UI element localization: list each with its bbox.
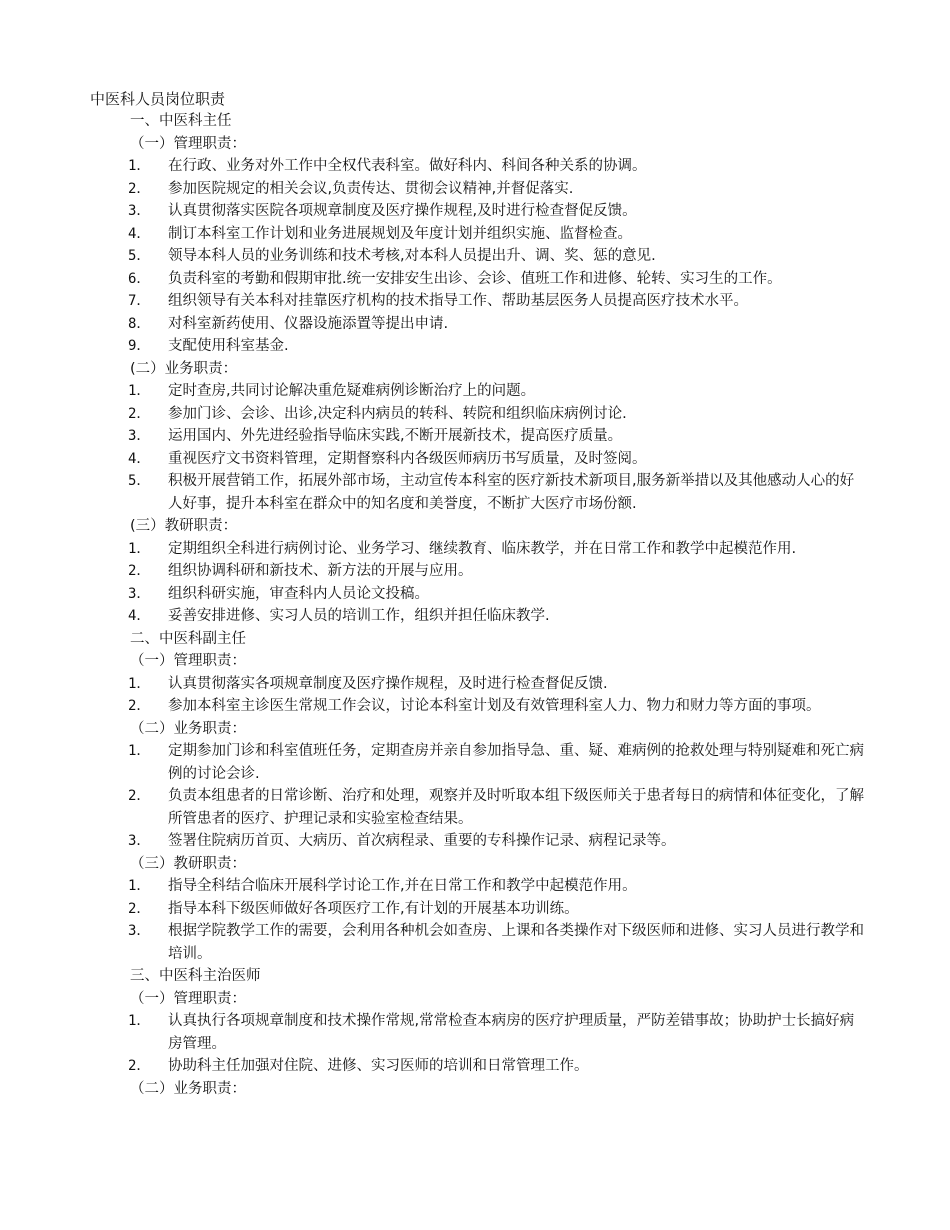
item-text: 在行政、业务对外工作中全权代表科室。做好科内、科间各种关系的协调。 xyxy=(168,158,647,174)
list-item xyxy=(0,898,868,921)
item-number: 3． xyxy=(128,203,151,219)
list-item xyxy=(0,1010,868,1055)
item-number: 3． xyxy=(128,585,151,602)
list-item xyxy=(0,583,868,606)
item-number: 1． xyxy=(128,158,151,174)
item-number: 2． xyxy=(128,180,151,197)
item-number: 7． xyxy=(128,293,151,309)
item-text: 指导全科结合临床开展科学讨论工作,并在日常工作和教学中起模范作用。 xyxy=(168,878,637,894)
list-item xyxy=(0,178,868,201)
item-number: 4． xyxy=(128,225,151,242)
item-text: 重视医疗文书资料管理，定期督察科内各级医师病历书写质量，及时签阅。 xyxy=(168,450,647,467)
list-item xyxy=(0,155,868,178)
item-number: 8． xyxy=(128,315,151,332)
item-text: 积极开展营销工作，拓展外部市场，主动宣传本科室的医疗新技术新项目,服务新举措以及其他感动人心的好人好事，提升本科室在群众中的知名度和美誉度，不断扩大医疗市场份额. xyxy=(168,473,855,512)
item-number: 1． xyxy=(128,540,151,557)
item-text: 运用国内、外先进经验指导临床实践,不断开展新技术，提高医疗质量。 xyxy=(168,428,623,444)
list-item xyxy=(0,1055,868,1078)
list-item xyxy=(0,380,868,403)
list-item xyxy=(0,740,868,785)
list-item xyxy=(0,470,868,515)
list-item xyxy=(0,200,868,223)
subsection-heading: (三）教研职责： xyxy=(130,518,238,534)
list-item xyxy=(0,403,868,426)
item-number: 2． xyxy=(128,1058,151,1074)
list-item xyxy=(0,245,868,268)
item-text: 签署住院病历首页、大病历、首次病程录、重要的专科操作记录、病程记录等。 xyxy=(168,833,676,849)
subsection-heading: （一）管理职责： xyxy=(130,135,246,152)
item-text: 领导本科人员的业务训练和技术考核,对本科人员提出升、调、奖、惩的意见. xyxy=(168,248,656,264)
subsection-heading: （三）教研职责： xyxy=(130,855,246,872)
list-item xyxy=(0,313,868,336)
item-number: 1． xyxy=(128,743,151,759)
list-item xyxy=(0,223,868,246)
list-item xyxy=(0,268,868,291)
item-number: 4． xyxy=(128,450,151,467)
item-number: 5． xyxy=(128,473,151,489)
item-number: 4． xyxy=(128,608,151,624)
document-title: 中医科人员岗位职责 xyxy=(90,90,226,108)
item-text: 组织科研实施，审查科内人员论文投稿。 xyxy=(168,585,429,602)
item-text: 认真执行各项规章制度和技术操作常规,常常检查本病房的医疗护理质量，严防差错事故；协助护士长搞好病房管理。 xyxy=(168,1013,855,1052)
item-text: 支配使用科室基金. xyxy=(168,338,289,354)
list-item xyxy=(0,560,868,583)
item-text: 参加医院规定的相关会议,负责传达、贯彻会议精神,并督促落实. xyxy=(168,180,574,197)
subsection-heading: （一）管理职责： xyxy=(130,990,246,1007)
list-item xyxy=(0,673,868,696)
item-text: 认真贯彻落实各项规章制度及医疗操作规程，及时进行检查督促反馈. xyxy=(168,675,608,692)
item-text: 参加门诊、会诊、出诊,决定科内病员的转科、转院和组织临床病例讨论. xyxy=(168,405,627,422)
list-item xyxy=(0,605,868,628)
list-item xyxy=(0,695,868,718)
item-text: 妥善安排进修、实习人员的培训工作，组织并担任临床教学. xyxy=(168,608,550,624)
item-number: 6． xyxy=(128,270,151,287)
document-body xyxy=(0,110,950,1100)
section-heading: 二、中医科副主任 xyxy=(130,630,246,647)
item-text: 根据学院教学工作的需要，会利用各种机会如查房、上课和各类操作对下级医师和进修、实习人员进行教学和培训。 xyxy=(168,923,864,962)
item-text: 负责科室的考勤和假期审批.统一安排安生出诊、会诊、值班工作和进修、轮转、实习生的工作。 xyxy=(168,270,782,287)
item-text: 组织协调科研和新技术、新方法的开展与应用。 xyxy=(168,563,473,579)
subsection-heading: （二）业务职责： xyxy=(130,720,246,737)
list-item xyxy=(0,290,868,313)
item-number: 1． xyxy=(128,383,151,399)
item-number: 2． xyxy=(128,698,151,714)
list-item xyxy=(0,920,868,965)
subsection-heading: （二）业务职责： xyxy=(130,1080,246,1097)
item-text: 定期组织全科进行病例讨论、业务学习、继续教育、临床教学，并在日常工作和教学中起模范作用. xyxy=(168,540,797,557)
list-item xyxy=(0,785,868,830)
section-heading: 三、中医科主治医师 xyxy=(130,968,261,984)
item-text: 定期参加门诊和科室值班任务，定期查房并亲自参加指导急、重、疑、难病例的抢救处理与特别疑难和死亡病例的讨论会诊. xyxy=(168,743,864,782)
item-number: 3． xyxy=(128,923,151,939)
item-number: 2． xyxy=(128,405,151,422)
item-number: 2． xyxy=(128,563,151,579)
item-number: 1． xyxy=(128,1013,151,1029)
item-text: 指导本科下级医师做好各项医疗工作,有计划的开展基本功训练。 xyxy=(168,900,579,917)
section-heading: 一、中医科主任 xyxy=(130,113,232,129)
item-number: 3． xyxy=(128,428,151,444)
item-text: 对科室新药使用、仪器设施添置等提出申请. xyxy=(168,315,449,332)
item-number: 9． xyxy=(128,338,151,354)
item-number: 2． xyxy=(128,900,151,917)
item-text: 协助科主任加强对住院、进修、实习医师的培训和日常管理工作。 xyxy=(168,1058,589,1074)
list-item xyxy=(0,875,868,898)
item-text: 组织领导有关本科对挂靠医疗机构的技术指导工作、帮助基层医务人员提高医疗技术水平。 xyxy=(168,293,748,309)
item-text: 负责本组患者的日常诊断、治疗和处理，观察并及时听取本组下级医师关于患者每日的病情和体征变化，了解所管患者的医疗、护理记录和实验室检查结果。 xyxy=(168,788,864,827)
item-number: 5． xyxy=(128,248,151,264)
item-number: 2． xyxy=(128,788,151,804)
subsection-heading: （一）管理职责： xyxy=(130,653,246,669)
list-item xyxy=(0,448,868,471)
item-text: 认真贯彻落实医院各项规章制度及医疗操作规程,及时进行检查督促反馈。 xyxy=(168,203,637,219)
item-number: 3． xyxy=(128,833,151,849)
item-text: 参加本科室主诊医生常规工作会议，讨论本科室计划及有效管理科室人力、物力和财力等方面的事项。 xyxy=(168,698,821,714)
list-item xyxy=(0,335,868,358)
item-text: 制订本科室工作计划和业务进展规划及年度计划并组织实施、监督检查。 xyxy=(168,225,632,242)
item-number: 1． xyxy=(128,675,151,692)
item-text: 定时查房,共同讨论解决重危疑难病例诊断治疗上的问题。 xyxy=(168,383,536,399)
item-number: 1． xyxy=(128,878,151,894)
list-item xyxy=(0,538,868,561)
subsection-heading: (二）业务职责： xyxy=(130,360,238,377)
list-item xyxy=(0,830,868,853)
list-item xyxy=(0,425,868,448)
